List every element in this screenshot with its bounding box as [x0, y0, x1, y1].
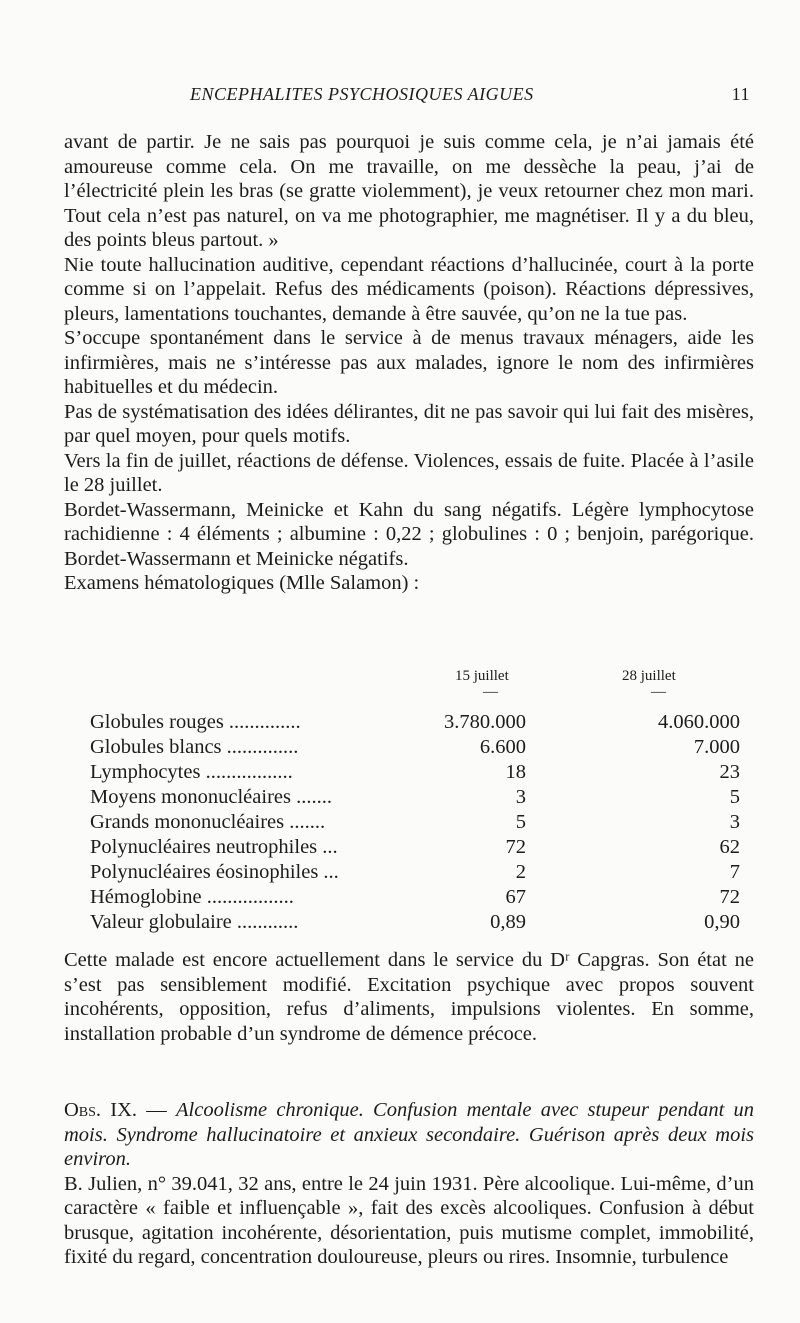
table-row — [90, 785, 740, 810]
observation-heading — [64, 1098, 754, 1172]
row-label: Polynucléaires neutrophiles ... — [90, 836, 338, 858]
table-row — [90, 710, 740, 735]
table-row — [90, 735, 740, 760]
paragraph-1: avant de partir. Je ne sais pas pourquoi je suis comme cela, je n’ai jamais été amoureuse comme cela. On me travaille, on me dessèche la peau, j’ai de l’électricité plein les bras (se gratte violemment), je veux retourner chez mon mari. Tout cela n’est pas naturel, on va me photographier, me magnétiser. Il y a du bleu, des points bleus partout. » — [64, 131, 754, 251]
paragraph-7: Examens hématologiques (Mlle Salamon) : — [64, 572, 420, 594]
paragraph-5: Vers la fin de juillet, réactions de défense. Violences, essais de fuite. Placée à l’asile le 28 juillet. — [64, 449, 754, 496]
row-label: Moyens mononucléaires ....... — [90, 786, 332, 808]
body-text-after-table — [64, 948, 754, 1046]
col-header-15-juillet: 15 juillet — [455, 668, 509, 684]
value-28-juillet: 7.000 — [693, 736, 740, 758]
page-number: 11 — [731, 84, 750, 104]
row-label: Grands mononucléaires ....... — [90, 811, 326, 833]
value-15-juillet: 0,89 — [490, 911, 526, 933]
value-28-juillet: 7 — [729, 861, 740, 883]
value-28-juillet: 3 — [729, 811, 740, 833]
row-label: Hémoglobine ................. — [90, 886, 294, 908]
col-dash-1: — — [483, 684, 498, 700]
running-title: ENCEPHALITES PSYCHOSIQUES AIGUES — [190, 84, 534, 104]
value-15-juillet: 72 — [505, 836, 526, 858]
value-28-juillet: 0,90 — [704, 911, 740, 933]
hematology-table — [90, 710, 740, 935]
row-label: Globules rouges .............. — [90, 711, 301, 733]
paragraph-4: Pas de systématisation des idées délirantes, dit ne pas savoir qui lui fait des misères, par quel moyen, pour quels motifs. — [64, 400, 754, 447]
running-header — [190, 84, 750, 105]
table-row — [90, 910, 740, 935]
value-15-juillet: 18 — [505, 761, 526, 783]
value-15-juillet: 5 — [515, 811, 526, 833]
value-15-juillet: 3 — [515, 786, 526, 808]
value-15-juillet: 2 — [515, 861, 526, 883]
value-28-juillet: 5 — [729, 786, 740, 808]
paragraph-2: Nie toute hallucination auditive, cependant réactions d’hallucinée, court à la porte comme si on l’appelait. Refus des médicaments (poison). Réactions dépressives, pleurs, lamentations touchantes, demande à être sauvée, qu’on ne la tue pas. — [64, 253, 754, 325]
value-15-juillet: 3.780.000 — [444, 711, 526, 733]
table-row — [90, 860, 740, 885]
value-28-juillet: 62 — [719, 836, 740, 858]
observation-body: B. Julien, n° 39.041, 32 ans, entre le 24 juin 1931. Père alcoolique. Lui-même, d’un caractère « faible et influençable », fait des excès alcooliques. Confusion à début brusque, agitation incohérente, désorientation, puis mutisme complet, immobilité, fixité du regard, concentration douloureuse, pleurs ou rires. Insomnie, turbulence — [64, 1172, 754, 1268]
body-text-top — [64, 130, 754, 596]
paragraph-conclusion: Cette malade est encore actuellement dans le service du Dʳ Capgras. Son état ne s’est pas sensiblement modifié. Excitation psychique avec propos souvent incohérents, opposition, refus d’aliments, impulsions violentes. En somme, installation probable d’un syndrome de démence précoce. — [64, 949, 754, 1045]
value-15-juillet: 6.600 — [479, 736, 526, 758]
value-28-juillet: 4.060.000 — [658, 711, 740, 733]
value-28-juillet: 23 — [719, 761, 740, 783]
observation-dash: — — [137, 1099, 177, 1121]
row-label: Polynucléaires éosinophiles ... — [90, 861, 339, 883]
table-row — [90, 885, 740, 910]
row-label: Valeur globulaire ............ — [90, 911, 299, 933]
row-label: Globules blancs .............. — [90, 736, 299, 758]
table-row — [90, 760, 740, 785]
table-row — [90, 810, 740, 835]
observation-ix — [64, 1098, 754, 1270]
col-dash-2: — — [651, 684, 666, 700]
observation-label: Obs. IX. — [64, 1099, 138, 1121]
paragraph-6: Bordet-Wassermann, Meinicke et Kahn du sang négatifs. Légère lymphocytose rachidienne : 4 éléments ; albumine : 0,22 ; globulines : 0 ; benjoin, parégorique. Bordet-Wassermann et Meinicke négatifs. — [64, 498, 754, 570]
value-28-juillet: 72 — [719, 886, 740, 908]
value-15-juillet: 67 — [505, 886, 526, 908]
observation-title: Alcoolisme chronique. Confusion mentale avec stupeur pendant un mois. Syndrome hallucinatoire et anxieux secondaire. Guérison après deux mois environ. — [64, 1099, 754, 1170]
col-header-28-juillet: 28 juillet — [622, 668, 676, 684]
row-label: Lymphocytes ................. — [90, 761, 293, 783]
paragraph-3: S’occupe spontanément dans le service à de menus travaux ménagers, aide les infirmières, mais ne s’intéresse pas aux malades, ignore le nom des infirmières habituelles et du médecin. — [64, 327, 754, 398]
table-row — [90, 835, 740, 860]
